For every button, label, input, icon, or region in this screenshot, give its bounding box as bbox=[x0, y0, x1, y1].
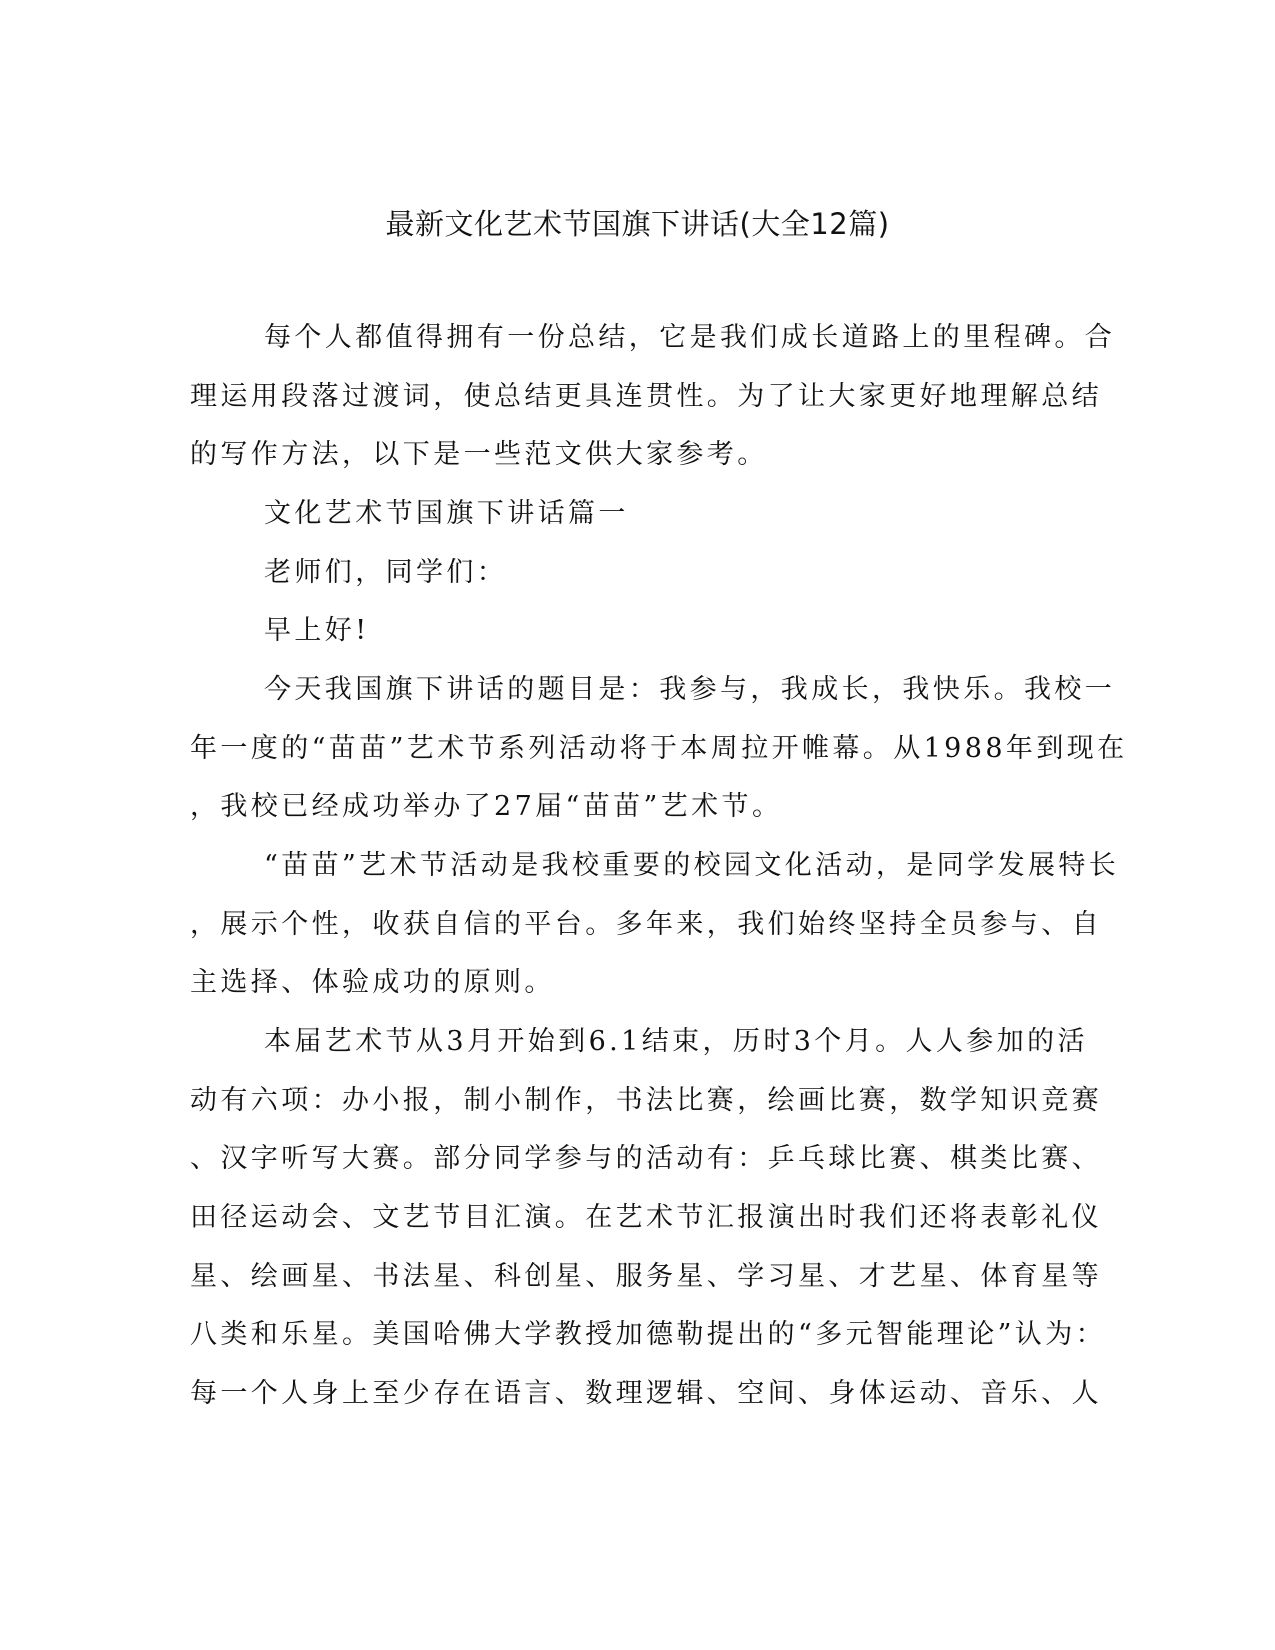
paragraph-line: 每个人都值得拥有一份总结，它是我们成长道路上的里程碑。合 bbox=[264, 322, 1116, 353]
paragraph-line: ，展示个性，收获自信的平台。多年来，我们始终坚持全员参与、自 bbox=[190, 909, 1102, 940]
paragraph-line: 、汉字听写大赛。部分同学参与的活动有：乒乓球比赛、棋类比赛、 bbox=[190, 1143, 1102, 1174]
paragraph-line: 动有六项：办小报，制小制作，书法比赛，绘画比赛，数学知识竞赛 bbox=[190, 1085, 1102, 1116]
salutation: 老师们，同学们： bbox=[264, 557, 508, 588]
paragraph-line: 的写作方法，以下是一些范文供大家参考。 bbox=[190, 439, 768, 470]
paragraph-line: 星、绘画星、书法星、科创星、服务星、学习星、才艺星、体育星等 bbox=[190, 1261, 1102, 1292]
paragraph-line: 年一度的“苗苗”艺术节系列活动将于本周拉开帷幕。从1988年到现在 bbox=[190, 733, 1128, 764]
paragraph-line: 田径运动会、文艺节目汇演。在艺术节汇报演出时我们还将表彰礼仪 bbox=[190, 1202, 1102, 1233]
paragraph-line: 理运用段落过渡词，使总结更具连贯性。为了让大家更好地理解总结 bbox=[190, 381, 1102, 412]
section-heading: 文化艺术节国旗下讲话篇一 bbox=[264, 498, 629, 529]
paragraph-line: 本届艺术节从3月开始到6.1结束，历时3个月。人人参加的活 bbox=[264, 1026, 1088, 1057]
paragraph-line: 每一个人身上至少存在语言、数理逻辑、空间、身体运动、音乐、人 bbox=[190, 1378, 1102, 1409]
greeting: 早上好! bbox=[264, 615, 370, 646]
paragraph-line: 主选择、体验成功的原则。 bbox=[190, 967, 555, 998]
paragraph-line: “苗苗”艺术节活动是我校重要的校园文化活动，是同学发展特长 bbox=[264, 850, 1120, 881]
paragraph-line: 今天我国旗下讲话的题目是：我参与，我成长，我快乐。我校一 bbox=[264, 674, 1116, 705]
paragraph-line: ，我校已经成功举办了27届“苗苗”艺术节。 bbox=[190, 791, 783, 822]
document-title: 最新文化艺术节国旗下讲话(大全12篇) bbox=[385, 207, 890, 241]
paragraph-line: 八类和乐星。美国哈佛大学教授加德勒提出的“多元智能理论”认为： bbox=[190, 1319, 1107, 1350]
